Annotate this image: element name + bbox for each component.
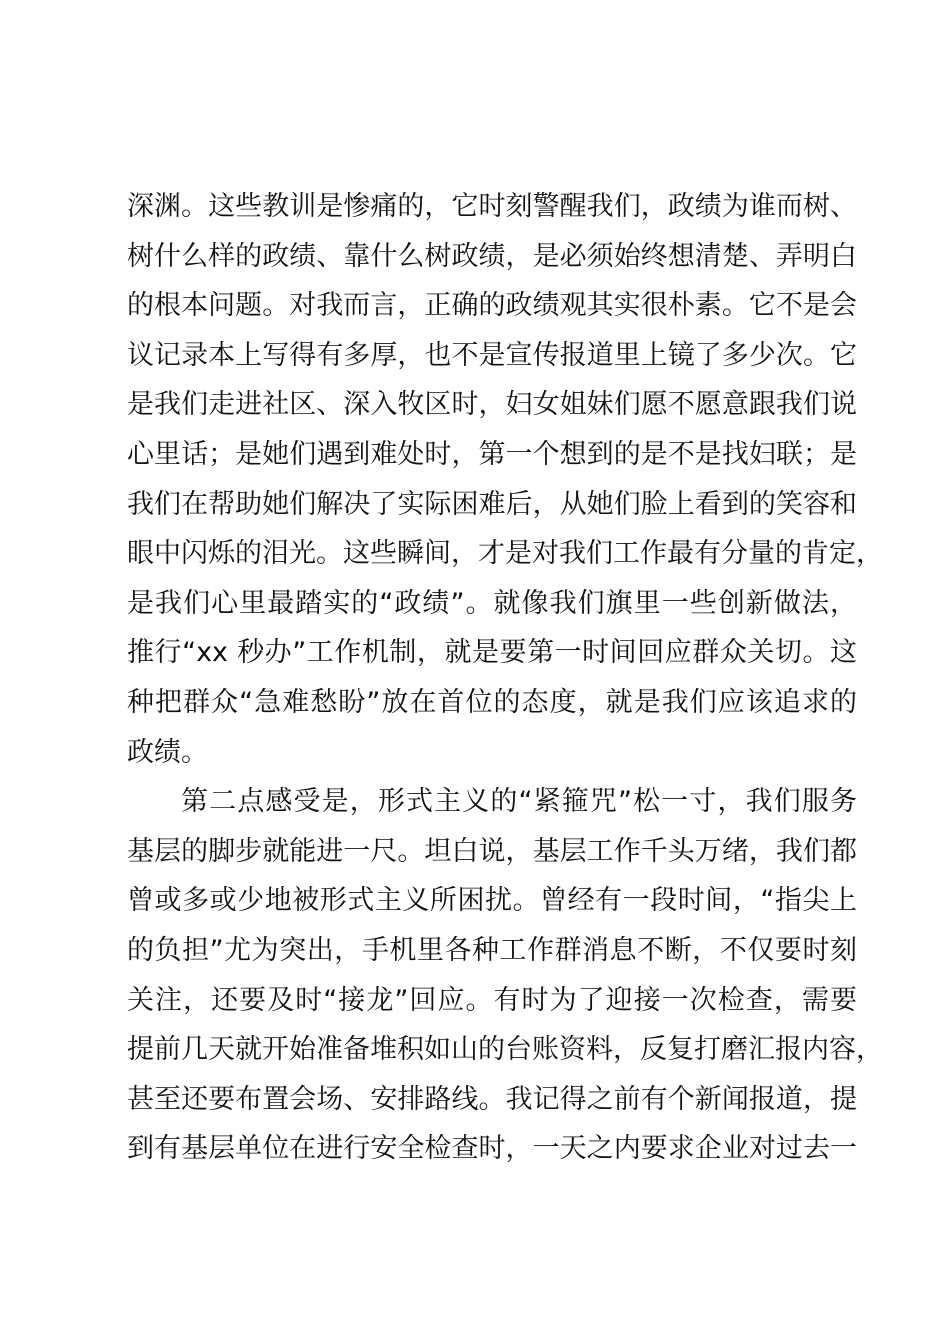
text-line: 心里话；是她们遇到难处时，第一个想到的是不是找妇联；是 — [127, 438, 857, 470]
text-line: 种把群众“急难愁盼”放在首位的态度，就是我们应该追求的 — [127, 686, 857, 718]
text-line: 的负担”尤为突出，手机里各种工作群消息不断，不仅要时刻 — [127, 934, 857, 966]
text-line: 关注，还要及时“接龙”回应。有时为了迎接一次检查，需要 — [127, 984, 857, 1016]
text-line: 是我们心里最踏实的“政绩”。就像我们旗里一些创新做法， — [127, 587, 857, 619]
text-line: 眼中闪烁的泪光。这些瞬间，才是对我们工作最有分量的肯定， — [127, 538, 883, 570]
text-line: 基层的脚步就能进一尺。坦白说，基层工作千头万绪，我们都 — [127, 835, 857, 867]
document-body — [127, 182, 883, 1174]
text-line: 提前几天就开始准备堆积如山的台账资料，反复打磨汇报内容， — [127, 1034, 883, 1066]
text-line: 甚至还要布置会场、安排路线。我记得之前有个新闻报道，提 — [127, 1083, 857, 1115]
text-line: 树什么样的政绩、靠什么树政绩，是必须始终想清楚、弄明白 — [127, 240, 857, 272]
text-line: 推行“xx 秒办”工作机制，就是要第一时间回应群众关切。这 — [127, 637, 857, 669]
text-line: 我们在帮助她们解决了实际困难后，从她们脸上看到的笑容和 — [127, 488, 857, 520]
text-line: 到有基层单位在进行安全检查时，一天之内要求企业对过去一 — [127, 1133, 857, 1165]
text-line: 的根本问题。对我而言，正确的政绩观其实很朴素。它不是会 — [127, 290, 857, 322]
text-line: 深渊。这些教训是惨痛的，它时刻警醒我们，政绩为谁而树、 — [127, 191, 857, 222]
paragraph-start-line: 第二点感受是，形式主义的“紧箍咒”松一寸，我们服务 — [181, 786, 857, 818]
text-line: 议记录本上写得有多厚，也不是宣传报道里上镜了多少次。它 — [127, 339, 857, 371]
text-line: 曾或多或少地被形式主义所困扰。曾经有一段时间，“指尖上 — [127, 885, 857, 917]
paragraph-end-line: 政绩。 — [127, 736, 208, 768]
text-line: 是我们走进社区、深入牧区时，妇女姐妹们愿不愿意跟我们说 — [127, 389, 857, 421]
